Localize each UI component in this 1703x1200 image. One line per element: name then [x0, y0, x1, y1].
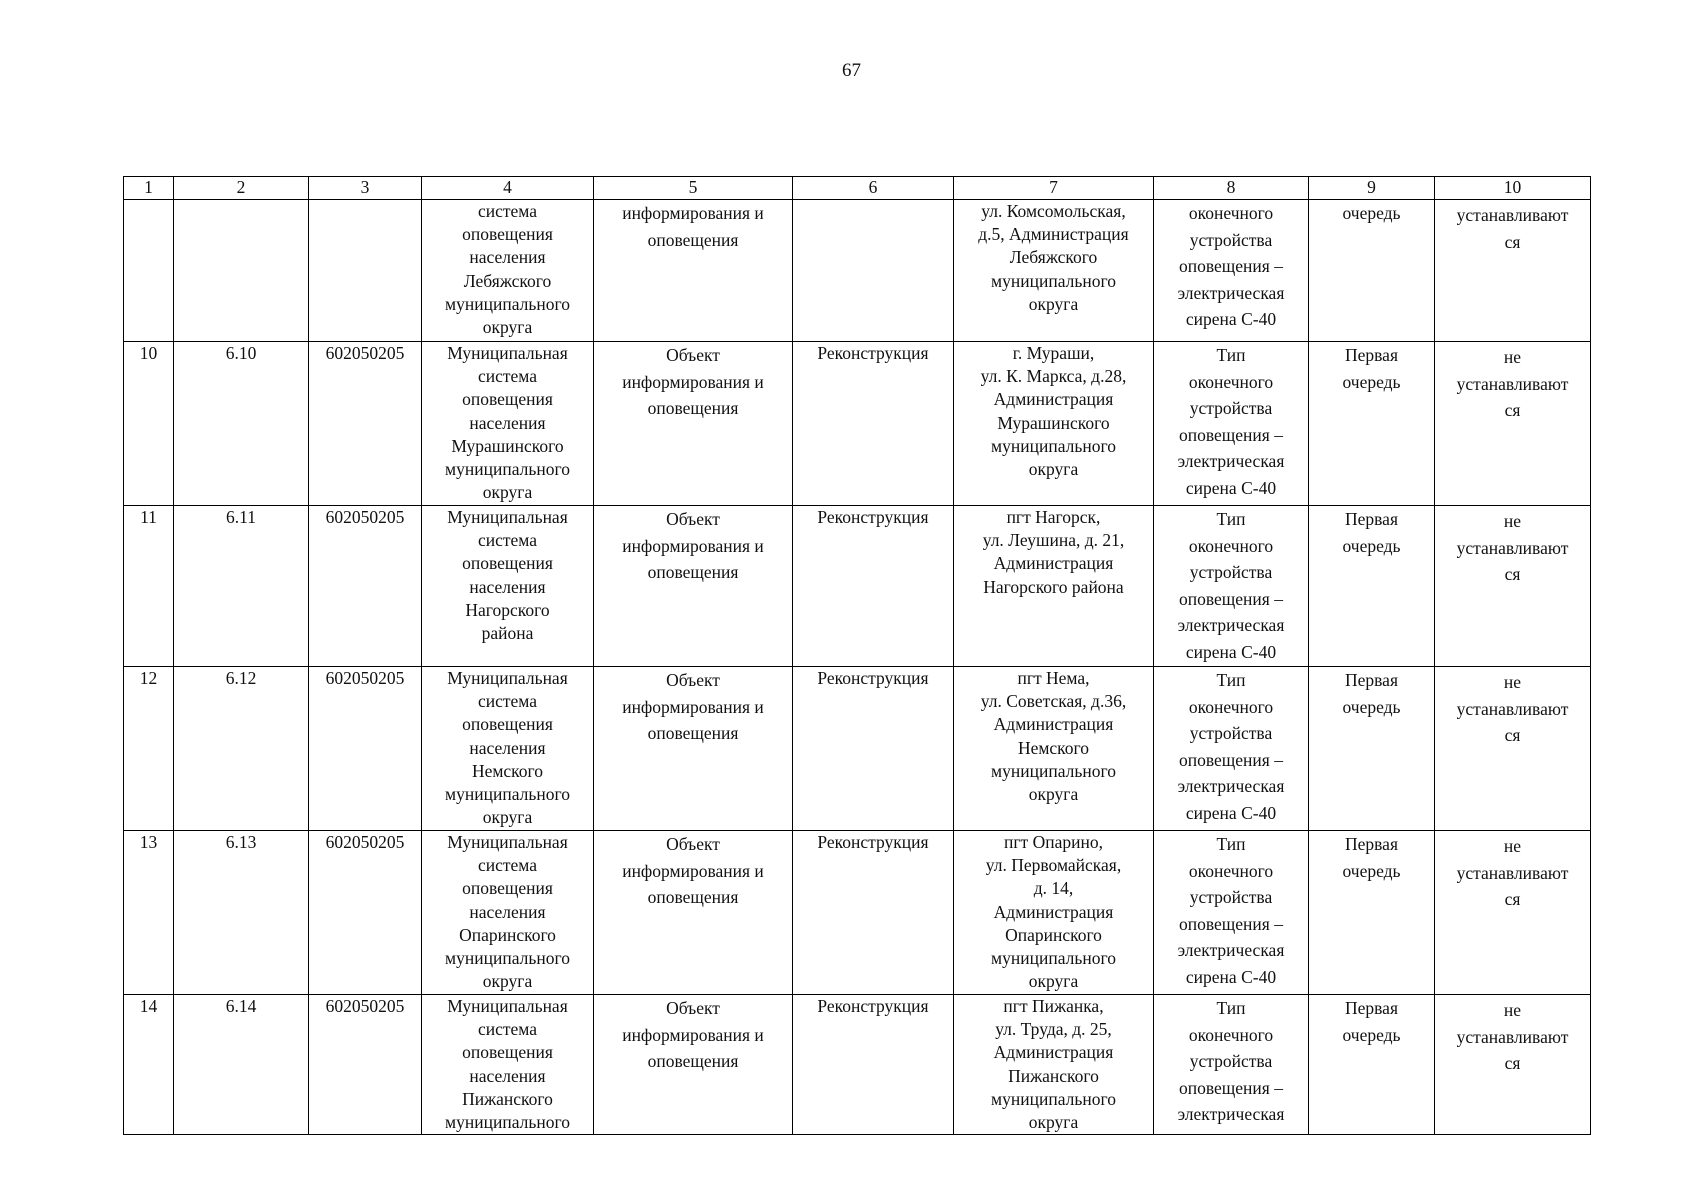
table-cell — [174, 200, 309, 342]
cell-text: Реконструкция — [817, 996, 929, 1016]
cell-text: пгт Нема, ул. Советская, д.36, Администрация Немского муниципального округа — [980, 668, 1127, 805]
table-cell — [793, 667, 954, 831]
table-cell — [124, 342, 174, 506]
cell-text: не устанавливают ся — [1456, 1000, 1569, 1073]
table-row — [124, 831, 1591, 995]
table-cell — [793, 342, 954, 506]
table-cell — [1154, 667, 1309, 831]
column-header: 9 — [1309, 177, 1435, 200]
cell-text: 602050205 — [325, 996, 405, 1016]
table-cell — [1435, 831, 1591, 995]
table-cell — [1435, 342, 1591, 506]
column-header: 3 — [309, 177, 422, 200]
table-cell — [1154, 995, 1309, 1135]
cell-text: Первая очередь — [1342, 509, 1401, 556]
cell-text: 14 — [139, 996, 158, 1016]
table-cell — [1309, 200, 1435, 342]
table-cell — [1309, 831, 1435, 995]
cell-text: 602050205 — [325, 343, 405, 363]
table-cell — [309, 831, 422, 995]
column-header: 4 — [422, 177, 594, 200]
table-cell — [309, 667, 422, 831]
cell-text: 6.13 — [225, 832, 257, 852]
table-cell — [124, 831, 174, 995]
table-cell — [594, 831, 793, 995]
cell-text: Муниципальная система оповещения населения Опаринского муниципального округа — [445, 832, 570, 992]
cell-text: 6.12 — [225, 668, 257, 688]
table-cell — [1154, 506, 1309, 667]
column-header: 5 — [594, 177, 793, 200]
table-cell — [954, 342, 1154, 506]
cell-text: Тип оконечного устройства оповещения – электрическая — [1177, 998, 1285, 1124]
cell-text: 10 — [139, 343, 158, 363]
table-cell — [954, 995, 1154, 1135]
table-cell — [124, 506, 174, 667]
column-header: 10 — [1435, 177, 1591, 200]
column-header: 1 — [124, 177, 174, 200]
table-cell — [793, 200, 954, 342]
table-cell — [954, 200, 1154, 342]
cell-text: пгт Нагорск, ул. Леушина, д. 21, Администрация Нагорского района — [982, 507, 1125, 597]
page-number: 67 — [842, 60, 861, 81]
cell-text: Тип оконечного устройства оповещения – электрическая сирена С-40 — [1177, 834, 1285, 987]
cell-text: оконечного устройства оповещения – электрическая сирена С-40 — [1177, 203, 1285, 329]
cell-text: Первая очередь — [1342, 345, 1401, 392]
cell-text: 602050205 — [325, 668, 405, 688]
table-cell — [1435, 506, 1591, 667]
table-cell — [793, 506, 954, 667]
cell-text: Объект информирования и оповещения — [622, 834, 764, 907]
data-table — [123, 176, 1591, 1135]
cell-text: пгт Опарино, ул. Первомайская, д. 14, Администрация Опаринского муниципального округа — [985, 832, 1122, 992]
table-cell — [594, 995, 793, 1135]
table-cell — [309, 342, 422, 506]
cell-text: Объект информирования и оповещения — [622, 509, 764, 582]
cell-text: Реконструкция — [817, 832, 929, 852]
table-cell — [1309, 342, 1435, 506]
table-row — [124, 995, 1591, 1135]
table-cell — [422, 342, 594, 506]
table-cell — [124, 200, 174, 342]
cell-text: не устанавливают ся — [1456, 511, 1569, 584]
table-cell — [1309, 506, 1435, 667]
table-cell — [124, 995, 174, 1135]
cell-text: 6.14 — [225, 996, 257, 1016]
cell-text: система оповещения населения Лебяжского муниципального округа — [445, 201, 570, 338]
table-cell — [174, 995, 309, 1135]
cell-text: 11 — [140, 507, 157, 527]
cell-text: г. Мураши, ул. К. Маркса, д.28, Администрация Мурашинского муниципального округа — [980, 343, 1127, 480]
table-row — [124, 667, 1591, 831]
table-cell — [422, 831, 594, 995]
table-cell — [1309, 667, 1435, 831]
table-cell — [174, 342, 309, 506]
cell-text: Муниципальная система оповещения населения Мурашинского муниципального округа — [445, 343, 570, 503]
table-cell — [954, 506, 1154, 667]
cell-text: пгт Пижанка, ул. Труда, д. 25, Администрация Пижанского муниципального округа — [991, 996, 1116, 1133]
cell-text: 602050205 — [325, 507, 405, 527]
cell-text: 6.10 — [225, 343, 257, 363]
table-cell — [174, 506, 309, 667]
cell-text: Первая очередь — [1342, 834, 1401, 881]
cell-text: Реконструкция — [817, 343, 929, 363]
column-header: 6 — [793, 177, 954, 200]
table-cell — [422, 506, 594, 667]
column-header: 7 — [954, 177, 1154, 200]
cell-text: 13 — [139, 832, 158, 852]
table-row — [124, 200, 1591, 342]
table-cell — [422, 667, 594, 831]
cell-text: 6.11 — [226, 507, 256, 527]
table-cell — [1154, 831, 1309, 995]
table-cell — [594, 342, 793, 506]
table-cell — [309, 995, 422, 1135]
header-row — [124, 177, 1591, 200]
cell-text: 602050205 — [325, 832, 405, 852]
table-cell — [1435, 200, 1591, 342]
cell-text: Первая очередь — [1342, 998, 1401, 1045]
cell-text: не устанавливают ся — [1456, 836, 1569, 909]
table-cell — [1154, 342, 1309, 506]
table-cell — [954, 831, 1154, 995]
column-header: 2 — [174, 177, 309, 200]
cell-text: Реконструкция — [817, 668, 929, 688]
table-cell — [124, 667, 174, 831]
table-cell — [422, 200, 594, 342]
cell-text: не устанавливают ся — [1456, 672, 1569, 745]
table-cell — [1309, 995, 1435, 1135]
cell-text: Тип оконечного устройства оповещения – электрическая сирена С-40 — [1177, 345, 1285, 498]
cell-text: Муниципальная система оповещения населения Немского муниципального округа — [445, 668, 570, 828]
table-cell — [793, 995, 954, 1135]
table-cell — [594, 506, 793, 667]
cell-text: не устанавливают ся — [1456, 347, 1569, 420]
cell-text: Тип оконечного устройства оповещения – электрическая сирена С-40 — [1177, 509, 1285, 662]
table-cell — [1435, 667, 1591, 831]
table-cell — [1435, 995, 1591, 1135]
cell-text: Муниципальная система оповещения населения Пижанского муниципального — [445, 996, 570, 1133]
table-cell — [793, 831, 954, 995]
table-cell — [309, 506, 422, 667]
table-cell — [1154, 200, 1309, 342]
cell-text: ул. Комсомольская, д.5, Администрация Лебяжского муниципального округа — [978, 201, 1129, 314]
column-header: 8 — [1154, 177, 1309, 200]
table-cell — [174, 831, 309, 995]
table-cell — [174, 667, 309, 831]
table-row — [124, 506, 1591, 667]
table-cell — [954, 667, 1154, 831]
table-cell — [422, 995, 594, 1135]
cell-text: Муниципальная система оповещения населения Нагорского района — [447, 507, 568, 644]
table-cell — [309, 200, 422, 342]
cell-text: Тип оконечного устройства оповещения – электрическая сирена С-40 — [1177, 670, 1285, 823]
table-body — [124, 177, 1591, 1135]
cell-text: Объект информирования и оповещения — [622, 345, 764, 418]
cell-text: устанавливают ся — [1456, 205, 1569, 252]
table-cell — [594, 200, 793, 342]
cell-text: Объект информирования и оповещения — [622, 998, 764, 1071]
cell-text: Объект информирования и оповещения — [622, 670, 764, 743]
table-row — [124, 342, 1591, 506]
cell-text: информирования и оповещения — [622, 203, 764, 250]
cell-text: 12 — [139, 668, 158, 688]
table-cell — [594, 667, 793, 831]
cell-text: очередь — [1342, 203, 1401, 223]
cell-text: Реконструкция — [817, 507, 929, 527]
cell-text: Первая очередь — [1342, 670, 1401, 717]
